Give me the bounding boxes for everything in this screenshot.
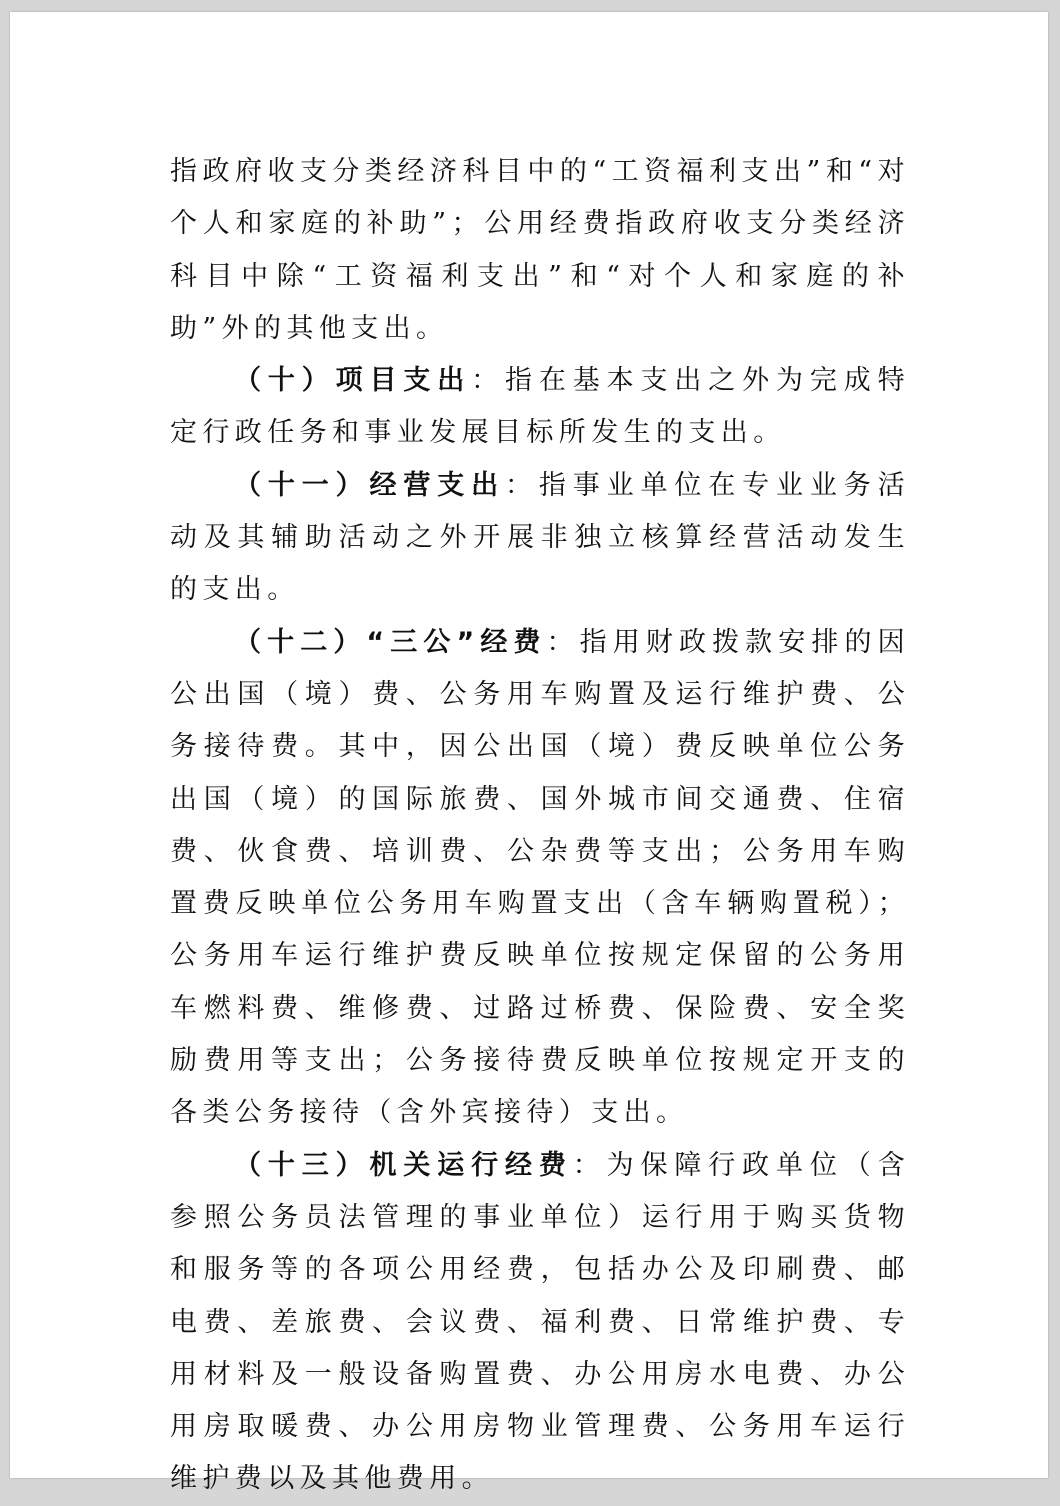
paragraph-text: ：指用财政拨款安排的因公出国（境）费、公务用车购置及运行维护费、公务接待费。其中，因公出国（境）费反映单位公务出国（境）的国际旅费、国外城市间交通费、住宿费、伙食费、培训费、公杂费等支出；公务用车购置费反映单位公务用车购置支出（含车辆购置税）；公务用车运行维护费反映单位按规定保留的公务用车燃料费、维修费、过路过桥费、保险费、安全奖励费用等支出；公务接待费反映单位按规定开支的各类公务接待（含外宾接待）支出。 [170,626,910,1129]
paragraph-agency-operating-funds [170,1140,910,1506]
paragraph-operating-expenditure [170,460,910,617]
paragraph-term: （十二）“三公”经费 [234,626,547,658]
paragraph-three-public-expenses [170,617,910,1140]
paragraph-text: ：指在基本支出之外为完成特定行政任务和事业发展目标所发生的支出。 [170,365,910,449]
paragraph-project-expenditure [170,355,910,460]
document-body [170,146,910,1506]
paragraph-term: （十一）经营支出 [234,469,505,501]
paragraph-public-expense-definition [170,146,910,355]
paragraph-term: （十）项目支出 [234,365,472,397]
paragraph-text: ：为保障行政单位（含参照公务员法管理的事业单位）运行用于购买货物和服务等的各项公用经费，包括办公及印刷费、邮电费、差旅费、会议费、福利费、日常维护费、专用材料及一般设备购置费、办公用房水电费、办公用房取暖费、办公用房物业管理费、公务用车运行维护费以及其他费用。 [170,1149,911,1495]
paragraph-text: ：指事业单位在专业业务活动及其辅助活动之外开展非独立核算经营活动发生的支出。 [170,469,910,606]
paragraph-text: 指政府收支分类经济科目中的“工资福利支出”和“对个人和家庭的补助”；公用经费指政府收支分类经济科目中除“工资福利支出”和“对个人和家庭的补助”外的其他支出。 [170,156,910,344]
paragraph-term: （十三）机关运行经费 [234,1149,573,1181]
document-page [10,12,1048,1495]
